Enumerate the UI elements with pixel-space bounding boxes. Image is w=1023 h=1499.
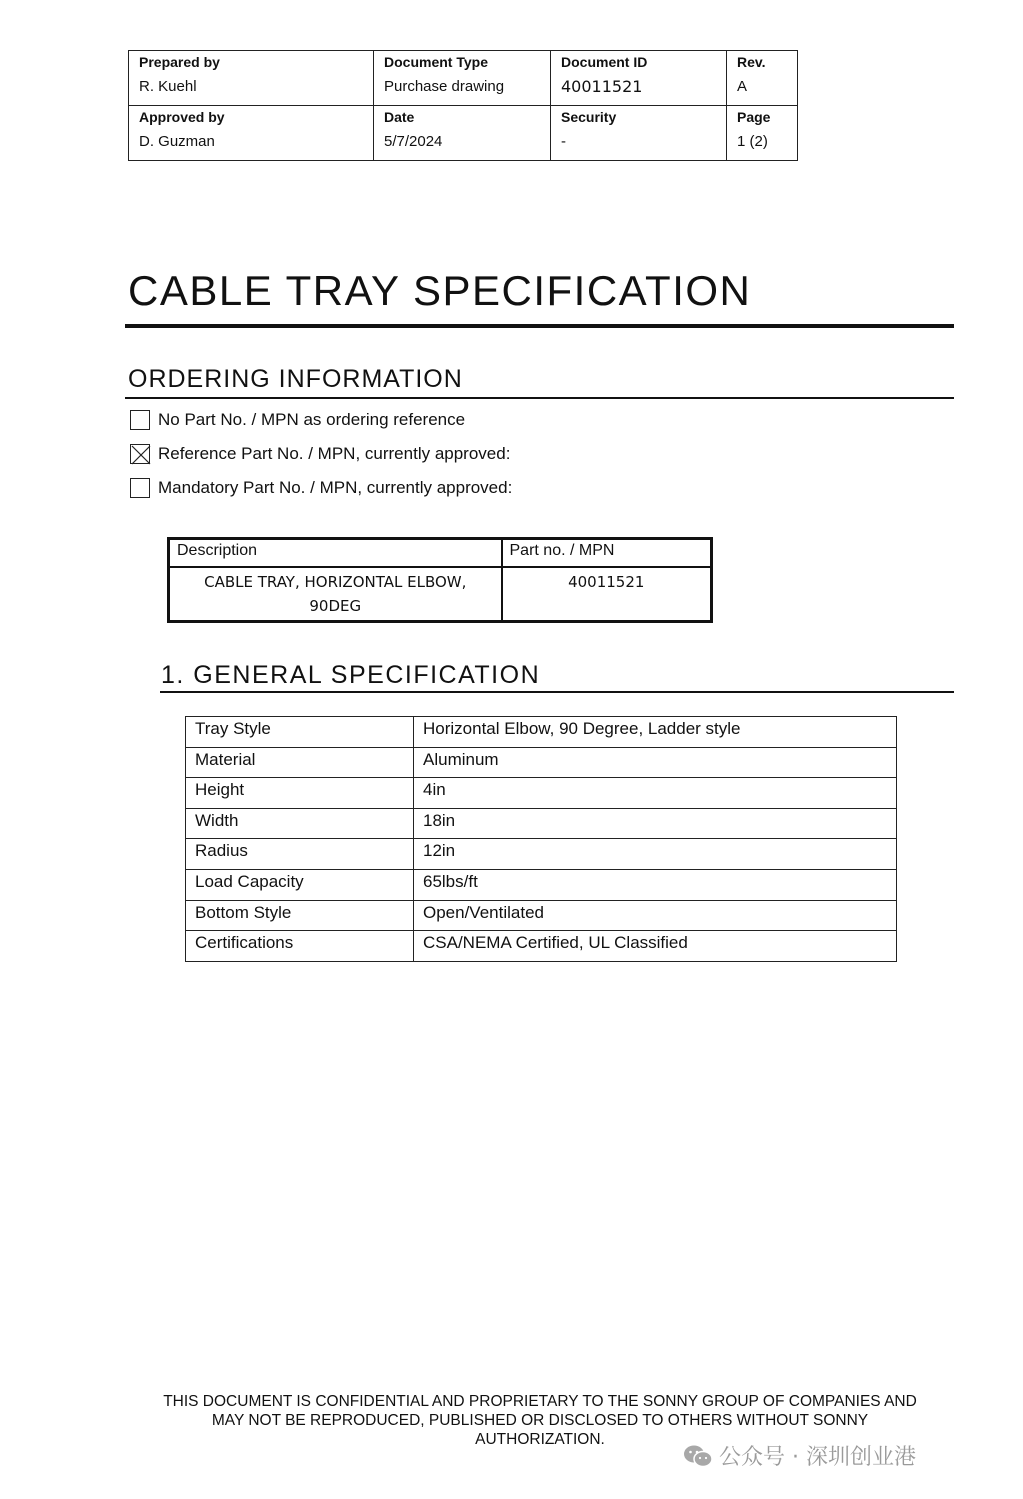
table-row <box>186 869 897 900</box>
ordering-heading: ORDERING INFORMATION <box>128 365 463 393</box>
spec-key: Bottom Style <box>186 900 414 931</box>
spec-value: 65lbs/ft <box>414 869 897 900</box>
prepared-by-label: Prepared by <box>139 54 220 70</box>
ordering-option-label: Mandatory Part No. / MPN, currently approved: <box>158 478 513 497</box>
spec-key: Certifications <box>186 931 414 962</box>
approved-by-cell <box>129 106 374 161</box>
footer-line: AUTHORIZATION. <box>475 1431 605 1448</box>
revision-label: Rev. <box>737 54 766 70</box>
revision-value: A <box>737 78 748 95</box>
page-cell <box>727 106 798 161</box>
general-spec-divider <box>160 691 954 693</box>
ordering-option-no-part[interactable] <box>130 409 465 431</box>
date-cell <box>374 106 551 161</box>
security-value: - <box>561 133 566 150</box>
ordering-header-part-no: Part no. / MPN <box>502 539 712 567</box>
table-row <box>186 931 897 962</box>
x-mark-icon <box>131 445 151 465</box>
table-row <box>186 747 897 778</box>
spec-value: Horizontal Elbow, 90 Degree, Ladder style <box>414 717 897 748</box>
spec-value: 4in <box>414 778 897 809</box>
wechat-icon <box>683 1443 713 1469</box>
footer-line: MAY NOT BE REPRODUCED, PUBLISHED OR DISCLOSED TO OTHERS WITHOUT SONNY <box>211 1412 869 1429</box>
document-id-cell <box>551 51 727 106</box>
ordering-description-cell: CABLE TRAY, HORIZONTAL ELBOW, 90DEG <box>169 567 502 622</box>
spec-value: CSA/NEMA Certified, UL Classified <box>414 931 897 962</box>
spec-key: Tray Style <box>186 717 414 748</box>
document-id-value: 40011521 <box>561 77 643 96</box>
document-type-label: Document Type <box>384 54 488 70</box>
ordering-header-description: Description <box>169 539 502 567</box>
general-spec-heading: 1. GENERAL SPECIFICATION <box>161 661 541 689</box>
ordering-option-mandatory[interactable] <box>130 477 512 499</box>
general-spec-table <box>185 716 897 962</box>
approved-by-label: Approved by <box>139 109 225 125</box>
spec-value: Open/Ventilated <box>414 900 897 931</box>
spec-value: 18in <box>414 808 897 839</box>
table-row <box>186 717 897 748</box>
approved-by-value: D. Guzman <box>139 133 215 150</box>
table-row <box>186 900 897 931</box>
date-value: 5/7/2024 <box>384 133 443 150</box>
checkbox-unchecked[interactable] <box>130 478 150 498</box>
table-row <box>186 808 897 839</box>
revision-cell <box>727 51 798 106</box>
watermark <box>683 1440 916 1471</box>
ordering-divider <box>125 397 954 399</box>
spec-value: 12in <box>414 839 897 870</box>
page-label: Page <box>737 109 771 125</box>
ordering-table <box>167 537 713 623</box>
spec-key: Radius <box>186 839 414 870</box>
ordering-option-label: No Part No. / MPN as ordering reference <box>158 410 466 429</box>
watermark-text: 公众号 · 深圳创业港 <box>719 1445 916 1470</box>
ordering-option-reference[interactable] <box>130 443 510 465</box>
document-title: CABLE TRAY SPECIFICATION <box>128 267 752 314</box>
document-header-table <box>128 50 798 161</box>
ordering-part-no-cell: 40011521 <box>502 567 712 622</box>
prepared-by-value: R. Kuehl <box>139 78 197 95</box>
table-row <box>186 839 897 870</box>
spec-key: Material <box>186 747 414 778</box>
spec-value: Aluminum <box>414 747 897 778</box>
document-type-cell <box>374 51 551 106</box>
title-divider <box>125 324 954 328</box>
date-label: Date <box>384 109 415 125</box>
table-row <box>186 778 897 809</box>
document-id-label: Document ID <box>561 54 648 70</box>
checkbox-checked[interactable] <box>130 444 150 464</box>
page-value: 1 (2) <box>737 133 768 150</box>
spec-key: Width <box>186 808 414 839</box>
prepared-by-cell <box>129 51 374 106</box>
checkbox-unchecked[interactable] <box>130 410 150 430</box>
footer-line: THIS DOCUMENT IS CONFIDENTIAL AND PROPRIETARY TO THE SONNY GROUP OF COMPANIES AND <box>163 1393 917 1410</box>
ordering-option-label: Reference Part No. / MPN, currently approved: <box>158 444 511 463</box>
security-label: Security <box>561 109 617 125</box>
spec-key: Height <box>186 778 414 809</box>
spec-key: Load Capacity <box>186 869 414 900</box>
security-cell <box>551 106 727 161</box>
document-type-value: Purchase drawing <box>384 78 505 95</box>
